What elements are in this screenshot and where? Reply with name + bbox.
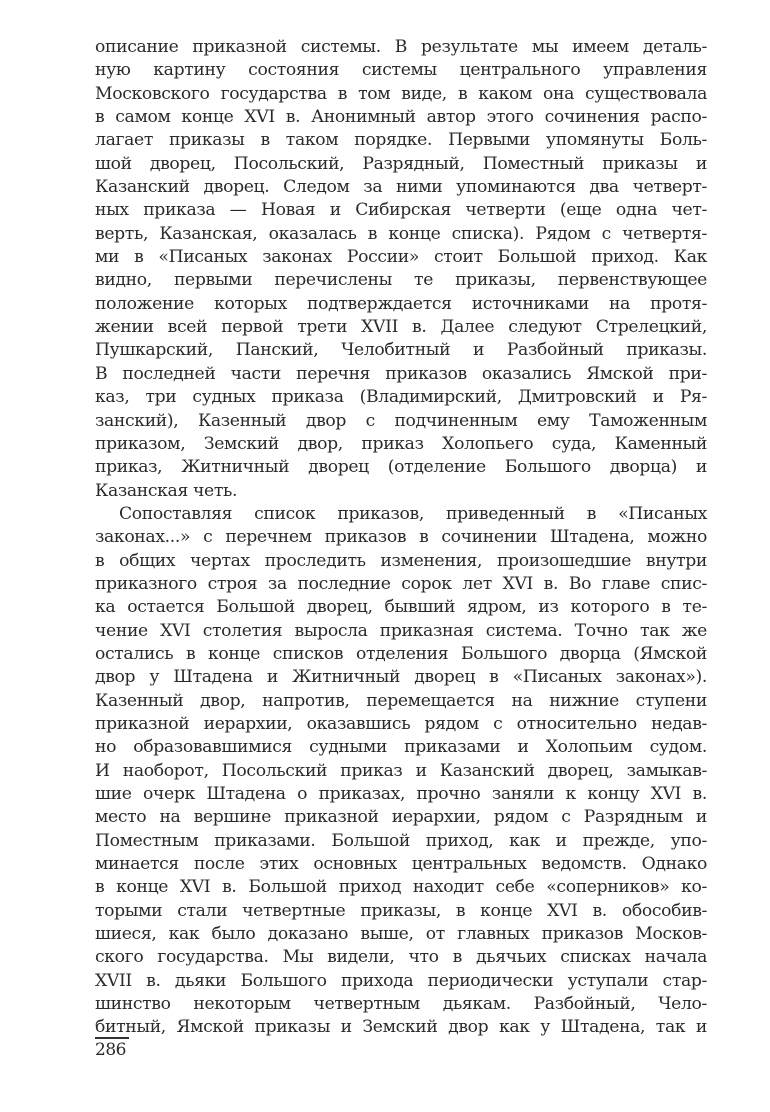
- page-number: 286: [95, 1040, 126, 1060]
- text-line: шой дворец, Посольский, Разрядный, Поместный приказы и: [95, 153, 707, 174]
- text-line: минается после этих основных центральных ведомств. Однако: [95, 854, 707, 875]
- text-line: Казанский дворец. Следом за ними упоминаются два четверт-: [95, 177, 707, 198]
- text-line: занский), Казенный двор с подчиненным ему Таможенным: [95, 410, 707, 431]
- text-line: законах...» с перечнем приказов в сочинении Штадена, можно: [95, 527, 707, 548]
- text-line: Московского государства в том виде, в каком она существовала: [95, 83, 707, 104]
- text-line: ми в «Писаных законах России» стоит Большой приход. Как: [95, 247, 707, 268]
- text-line: шиеся, как было доказано выше, от главных приказов Москов-: [95, 924, 707, 945]
- text-line: Поместным приказами. Большой приход, как и прежде, упо-: [95, 830, 707, 851]
- text-line: приказом, Земский двор, приказ Холопьего суда, Каменный: [95, 433, 707, 454]
- paragraph: [95, 503, 707, 1040]
- text-line: в конце XVI в. Большой приход находит себе «соперников» ко-: [95, 877, 707, 898]
- text-line: Пушкарский, Панский, Челобитный и Разбойный приказы.: [95, 340, 707, 361]
- text-line: в самом конце XVI в. Анонимный автор этого сочинения распо-: [95, 107, 707, 128]
- text-line: жении всей первой трети XVII в. Далее следуют Стрелецкий,: [95, 317, 707, 338]
- text-line: верть, Казанская, оказалась в конце списка). Рядом с четвертя-: [95, 223, 707, 244]
- text-line: торыми стали четвертные приказы, в конце XVI в. обособив-: [95, 900, 707, 921]
- text-line: В последней части перечня приказов оказались Ямской при-: [95, 363, 707, 384]
- paragraph: [95, 36, 707, 503]
- text-line: Казанская четь.: [95, 480, 238, 501]
- text-line: Казенный двор, напротив, перемещается на нижние ступени: [95, 690, 707, 711]
- footer-rule: [95, 1037, 129, 1039]
- text-line: двор у Штадена и Житничный дворец в «Писаных законах»).: [95, 667, 707, 688]
- text-line: приказ, Житничный дворец (отделение Большого дворца) и: [95, 457, 707, 478]
- text-line: ных приказа — Новая и Сибирская четверти (еще одна чет-: [95, 200, 707, 221]
- text-line: ную картину состояния системы центрального управления: [95, 60, 707, 81]
- text-line: приказной иерархии, оказавшись рядом с относительно недав-: [95, 713, 707, 734]
- text-line: ского государства. Мы видели, что в дьячьих списках начала: [95, 947, 707, 968]
- text-line: остались в конце списков отделения Большого дворца (Ямской: [95, 643, 707, 664]
- text-line: лагает приказы в таком порядке. Первыми упомянуты Боль-: [95, 130, 707, 151]
- text-line: XVII в. дьяки Большого прихода периодически уступали стар-: [95, 970, 707, 991]
- text-line: каз, три судных приказа (Владимирский, Дмитровский и Ря-: [95, 387, 707, 408]
- text-line: положение которых подтверждается источниками на протя-: [95, 293, 707, 314]
- text-line: шинство некоторым четвертным дьякам. Разбойный, Чело-: [95, 994, 707, 1015]
- text-line: в общих чертах проследить изменения, произошедшие внутри: [95, 550, 707, 571]
- text-line: описание приказной системы. В результате мы имеем деталь-: [95, 37, 707, 57]
- text-line: битный, Ямской приказы и Земский двор как у Штадена, так и: [95, 1017, 707, 1038]
- text-line: место на вершине приказной иерархии, рядом с Разрядным и: [95, 807, 707, 828]
- text-line: видно, первыми перечислены те приказы, первенствующее: [95, 270, 707, 291]
- text-line: приказного строя за последние сорок лет XVI в. Во главе спис-: [95, 573, 707, 594]
- text-line: но образовавшимися судными приказами и Холопьим судом.: [95, 737, 707, 758]
- text-line: ка остается Большой дворец, бывший ядром, из которого в те-: [95, 597, 707, 618]
- text-line: шие очерк Штадена о приказах, прочно заняли к концу XVI в.: [95, 784, 707, 804]
- body-text: [95, 36, 707, 1040]
- text-line: И наоборот, Посольский приказ и Казанский дворец, замыкав-: [95, 760, 707, 781]
- text-line: чение XVI столетия выросла приказная система. Точно так же: [95, 620, 707, 641]
- text-line: Сопоставляя список приказов, приведенный в «Писаных: [119, 503, 707, 524]
